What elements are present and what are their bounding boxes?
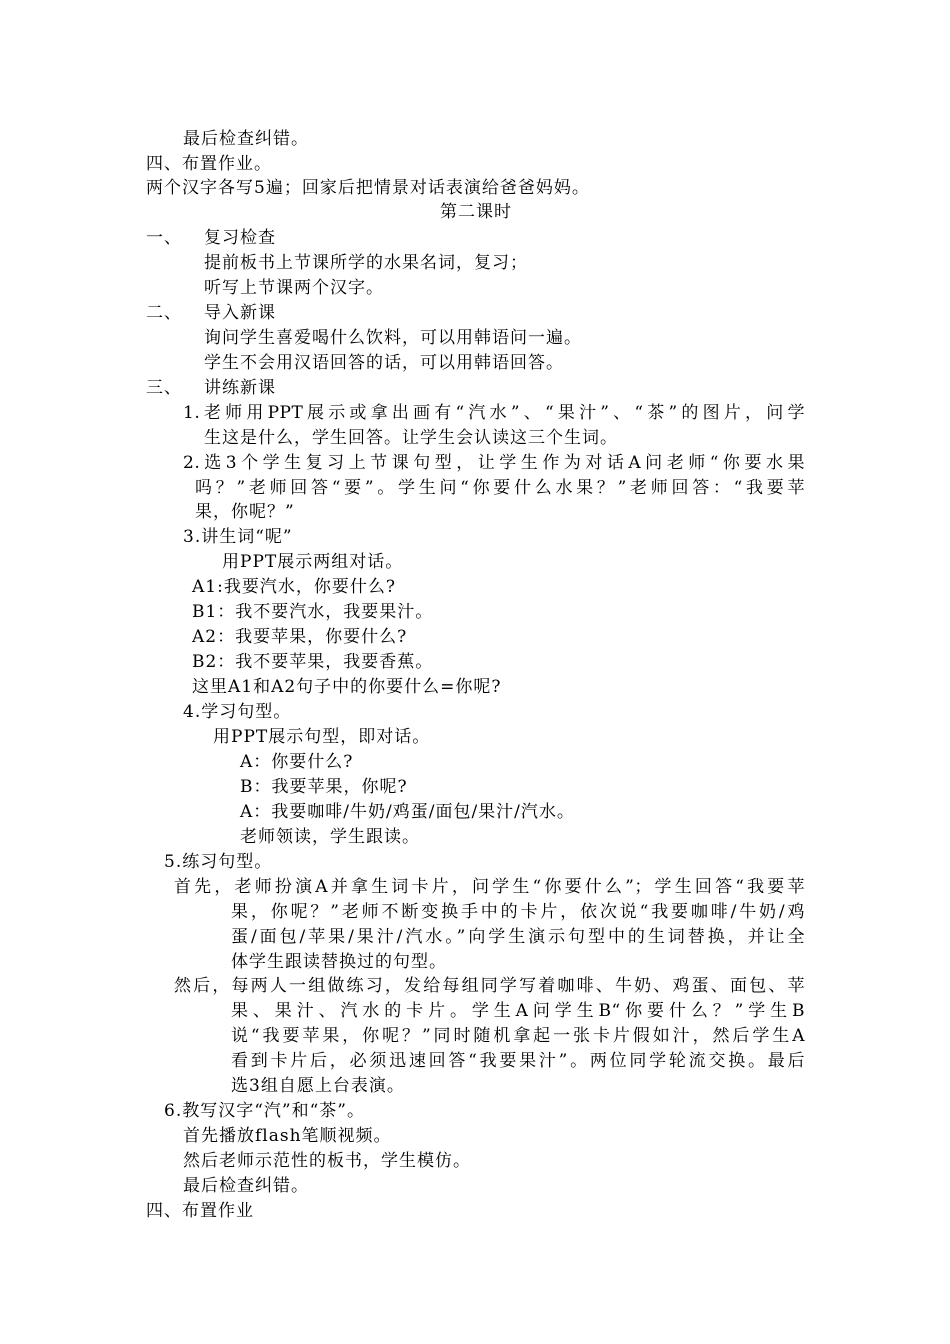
- text-line: 吗？”老师回答“要”。学生问“你要什么水果？”老师回答：“我要苹: [195, 478, 805, 498]
- text-line: 然后，每两人一组做练习，发给每组同学写着咖啡、牛奶、鸡蛋、面包、苹: [174, 976, 805, 996]
- text-line: 果，你呢？”: [195, 502, 295, 522]
- subsection-heading: 3.讲生词“呢”: [183, 527, 293, 547]
- dialog-line: A：我要咖啡/牛奶/鸡蛋/面包/果汁/汽水。: [240, 802, 575, 822]
- text-line: 体学生跟读替换过的句型。: [231, 952, 447, 972]
- lesson-title: 第二课时: [440, 202, 512, 222]
- text-line: 果，你呢？”老师不断变换手中的卡片，依次说“我要咖啡/牛奶/鸡: [231, 902, 805, 922]
- dialog-line: B2：我不要苹果，我要香蕉。: [192, 652, 434, 672]
- subsection-heading: 5.练习句型。: [164, 852, 273, 872]
- section-number: 二、: [146, 303, 182, 323]
- dialog-line: A2：我要苹果，你要什么?: [192, 627, 408, 647]
- text-line: 最后检查纠错。: [183, 129, 309, 149]
- text-line: 2.选3个学生复习上节课句型，让学生作为对话A问老师“你要水果: [183, 453, 805, 473]
- text-line: 学生不会用汉语回答的话，可以用韩语回答。: [204, 353, 564, 373]
- text-line: 老师领读，学生跟读。: [240, 827, 420, 847]
- text-line: 选3组自愿上台表演。: [231, 1076, 405, 1096]
- dialog-line: A：你要什么?: [240, 752, 354, 772]
- subsection-heading: 4.学习句型。: [183, 702, 292, 722]
- subsection-heading: 6.教写汉字“汽”和“茶”。: [164, 1101, 365, 1121]
- section-heading: 四、布置作业: [146, 1201, 254, 1221]
- dialog-line: A1:我要汽水，你要什么?: [192, 577, 396, 597]
- section-number: 三、: [146, 378, 182, 398]
- text-line: 这里A1和A2句子中的你要什么=你呢?: [192, 677, 502, 697]
- text-line: 果、果汁、汽水的卡片。学生A问学生B“你要什么？”学生B: [231, 1001, 805, 1021]
- text-line: 用PPT展示句型，即对话。: [213, 727, 431, 747]
- text-line: 听写上节课两个汉字。: [204, 278, 384, 298]
- text-line: 用PPT展示两组对话。: [222, 552, 404, 572]
- text-line: 1.老师用PPT展示或拿出画有“汽水”、“果汁”、“茶”的图片，问学: [183, 403, 805, 423]
- text-line: 说“我要苹果，你呢？”同时随机拿起一张卡片假如汁，然后学生A: [231, 1026, 805, 1046]
- text-line: 提前板书上节课所学的水果名词，复习；: [204, 253, 528, 273]
- text-line: 最后检查纠错。: [183, 1176, 309, 1196]
- text-line: 询问学生喜爱喝什么饮料，可以用韩语问一遍。: [204, 328, 582, 348]
- section-heading: 导入新课: [204, 303, 276, 323]
- section-number: 一、: [146, 228, 182, 248]
- dialog-line: B1：我不要汽水，我要果汁。: [192, 602, 434, 622]
- text-line: 两个汉字各写5遍；回家后把情景对话表演给爸爸妈妈。: [146, 178, 590, 198]
- text-line: 生这是什么，学生回答。让学生会认读这三个生词。: [204, 428, 618, 448]
- text-line: 首先，老师扮演A并拿生词卡片，问学生“你要什么”；学生回答“我要苹: [174, 877, 805, 897]
- section-heading: 复习检查: [204, 228, 276, 248]
- text-line: 然后老师示范性的板书，学生模仿。: [183, 1151, 471, 1171]
- section-heading: 四、布置作业。: [146, 154, 272, 174]
- text-line: 蛋/面包/苹果/果汁/汽水。”向学生演示句型中的生词替换，并让全: [231, 927, 805, 947]
- dialog-line: B：我要苹果，你呢?: [240, 777, 408, 797]
- text-line: 首先播放flash笔顺视频。: [183, 1126, 392, 1146]
- text-line: 看到卡片后，必须迅速回答“我要果汁”。两位同学轮流交换。最后: [231, 1051, 805, 1071]
- section-heading: 讲练新课: [204, 378, 276, 398]
